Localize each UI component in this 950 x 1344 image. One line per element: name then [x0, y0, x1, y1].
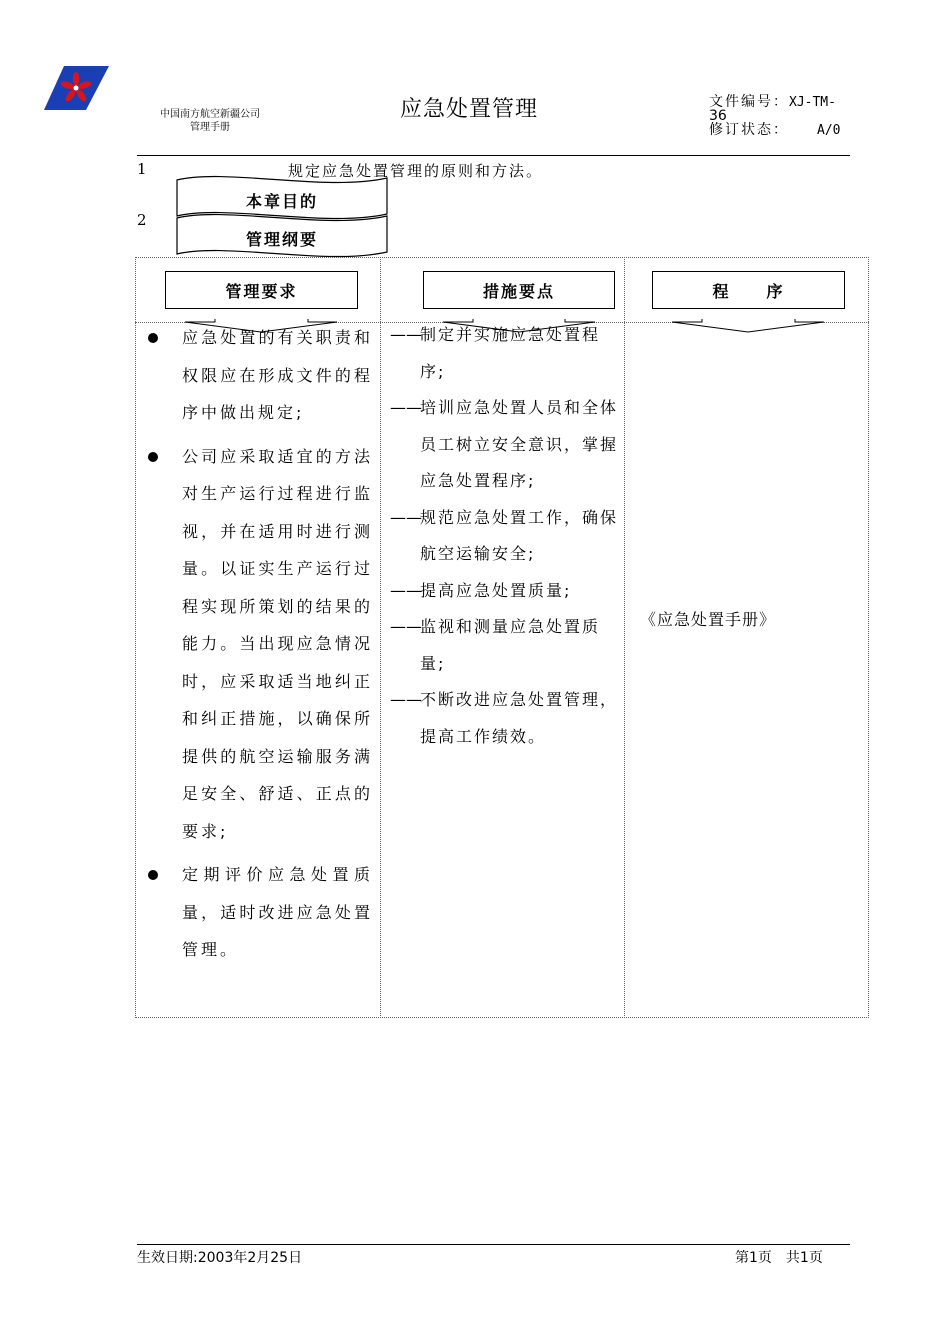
measures-list	[390, 317, 618, 755]
doc-number-label: 文件编号：	[709, 94, 789, 110]
page-title: 应急处置管理	[400, 97, 539, 122]
dash-marker: ——	[390, 690, 422, 709]
outline-title: 管理纲要	[245, 230, 318, 249]
purpose-text: 规定应急处置管理的原则和方法。	[288, 162, 544, 180]
kapok-logo-icon	[42, 64, 110, 112]
dash-marker: ——	[390, 617, 422, 636]
list-item: —— 不断改进应急处置管理，提高工作绩效。	[390, 682, 618, 755]
list-item: 定期评价应急处置质量，适时改进应急处置管理。	[145, 856, 373, 969]
list-item: 应急处置的有关职责和权限应在形成文件的程序中做出规定;	[145, 319, 373, 432]
dash-marker: ——	[390, 507, 422, 527]
revision-label: 修订状态：	[709, 122, 789, 138]
company-block	[146, 108, 274, 134]
list-item: —— 监视和测量应急处置质量;	[390, 609, 618, 682]
bullet-icon	[148, 333, 158, 343]
doc-number-value: XJ-TM-	[789, 95, 836, 110]
header-divider	[137, 155, 850, 156]
revision-value: A/0	[817, 123, 841, 138]
col-header-requirements: 管理要求	[165, 271, 358, 309]
bullet-icon	[148, 870, 158, 880]
list-item: —— 培训应急处置人员和全体员工树立安全意识，掌握应急处置程序;	[390, 390, 618, 500]
list-item: —— 提高应急处置质量;	[390, 573, 618, 610]
down-arrow-icon	[652, 318, 845, 334]
table-column-divider	[624, 257, 625, 1018]
bullet-icon	[148, 452, 158, 462]
col-header-measures: 措施要点	[423, 271, 615, 309]
procedure-reference: 《应急处置手册》	[640, 610, 777, 629]
purpose-title: 本章目的	[245, 192, 318, 211]
page-info: 第1页 共1页	[735, 1250, 823, 1266]
dash-marker: ——	[390, 325, 422, 344]
company-name: 中国南方航空新疆公司	[160, 109, 260, 120]
requirements-list	[145, 322, 373, 969]
manual-name: 管理手册	[190, 122, 230, 133]
section-number-purpose: 1	[137, 160, 147, 178]
col-header-procedure: 程 序	[652, 271, 845, 309]
list-item: 公司应采取适宜的方法对生产运行过程进行监视，并在适用时进行测量。以证实生产运行过程实现所策划的结果的能力。当出现应急情况时，应采取适当地纠正和纠正措施，以确保所提供的航空运输服务满足安全、舒适、正点的要求;	[145, 438, 373, 851]
section-number-outline: 2	[137, 211, 147, 229]
list-item: —— 规范应急处置工作，确保航空运输安全;	[390, 500, 618, 573]
effective-date: 生效日期:2003年2月25日	[137, 1250, 303, 1266]
dash-marker: ——	[390, 398, 422, 417]
footer-divider	[137, 1244, 850, 1245]
table-column-divider	[380, 257, 381, 1018]
airline-logo	[42, 64, 110, 112]
document-meta	[709, 94, 840, 139]
dash-marker: ——	[390, 580, 422, 600]
list-item: —— 制定并实施应急处置程序;	[390, 317, 618, 390]
section-banner	[176, 172, 388, 262]
doc-number-value-cont: 36	[709, 108, 727, 124]
